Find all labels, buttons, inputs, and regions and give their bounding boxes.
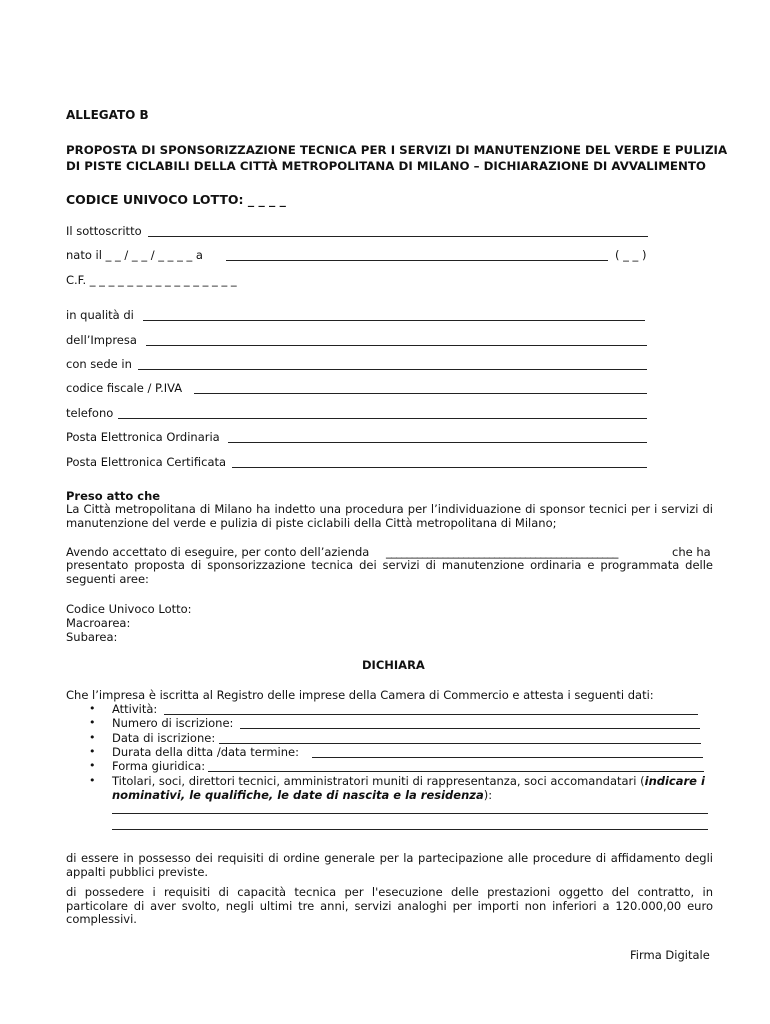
titolari-end: ):	[483, 788, 493, 802]
bullet-1: •	[89, 702, 96, 715]
qualita-label: in qualità di	[66, 308, 134, 322]
pec-certificata-field[interactable]	[232, 467, 647, 468]
pec-ordinaria-field[interactable]	[228, 442, 647, 443]
qualita-field[interactable]	[143, 320, 645, 321]
firma-digitale: Firma Digitale	[630, 948, 710, 962]
sede-label: con sede in	[66, 357, 132, 371]
codice-lotto-heading: CODICE UNIVOCO LOTTO: _ _ _ _	[66, 192, 286, 207]
bullet-6: •	[89, 774, 96, 787]
attivita-field[interactable]	[164, 714, 698, 715]
item-durata: Durata della ditta /data termine:	[112, 745, 299, 759]
dichiara-intro: Che l’impresa è iscritta al Registro delle imprese della Camera di Commercio e attesta i seguenti dati:	[66, 688, 654, 702]
numero-iscrizione-field[interactable]	[240, 728, 700, 729]
item-numero-iscrizione: Numero di iscrizione:	[112, 716, 234, 730]
item-forma-giuridica: Forma giuridica:	[112, 759, 206, 773]
bullet-3: •	[89, 731, 96, 744]
pec-ordinaria-label: Posta Elettronica Ordinaria	[66, 430, 220, 444]
pec-certificata-label: Posta Elettronica Certificata	[66, 455, 227, 469]
bullet-5: •	[89, 759, 96, 772]
impresa-field[interactable]	[146, 345, 647, 346]
requisiti-generali: di essere in possesso dei requisiti di ordine generale per la partecipazione alle procedure di affidamento degli appalti pubblici previste.	[66, 851, 713, 879]
preso-atto-heading: Preso atto che	[66, 489, 161, 503]
bullet-2: •	[89, 716, 96, 729]
preso-atto-text: La Città metropolitana di Milano ha indetto una procedura per l’individuazione di sponsor tecnici per i servizi di manutenzione del verde e pulizia di piste ciclabili della Città metropolitana di Milano;	[66, 502, 713, 530]
codice-fiscale-field[interactable]	[194, 393, 647, 394]
item-data-iscrizione: Data di iscrizione:	[112, 731, 216, 745]
titolari-emph: indicare i nominativi, le qualifiche, le date di nascita e la residenza	[112, 774, 705, 802]
item-titolari	[112, 774, 712, 802]
sottoscritto-field[interactable]	[148, 236, 648, 237]
data-iscrizione-field[interactable]	[219, 743, 701, 744]
impresa-label: dell’Impresa	[66, 333, 137, 347]
avendo-rest: presentato proposta di sponsorizzazione tecnica dei servizi di manutenzione ordinaria e programmata delle seguenti aree:	[66, 558, 713, 586]
azienda-field[interactable]: _____________________________________________	[386, 545, 618, 559]
dichiara-heading: DICHIARA	[362, 658, 425, 672]
codice-fiscale-label: codice fiscale / P.IVA	[66, 381, 183, 395]
requisiti-tecnici: di possedere i requisiti di capacità tecnica per l'esecuzione delle prestazioni oggetto del contratto, in particolare di aver svolto, negli ultimi tre anni, servizi analoghi per importi non inferiori a 120.000,00 euro complessivi.	[66, 885, 713, 927]
avendo-end: che ha	[672, 545, 711, 559]
nato-il-label: nato il _ _ / _ _ / _ _ _ _ a	[66, 248, 203, 262]
forma-giuridica-field[interactable]	[208, 771, 704, 772]
avendo-start: Avendo accettato di eseguire, per conto dell’azienda	[66, 545, 370, 559]
bullet-4: •	[89, 745, 96, 758]
luogo-nascita-field[interactable]	[226, 260, 608, 261]
codice-univoco-label: Codice Univoco Lotto:	[66, 602, 192, 616]
titolari-start: Titolari, soci, direttori tecnici, amministratori muniti di rappresentanza, soci accomandatari (	[112, 774, 645, 788]
subarea-label: Subarea:	[66, 630, 118, 644]
allegato-label: ALLEGATO B	[66, 108, 149, 122]
sede-field[interactable]	[138, 369, 647, 370]
telefono-field[interactable]	[118, 418, 647, 419]
titolari-field-2[interactable]	[112, 829, 708, 830]
title-line-1: PROPOSTA DI SPONSORIZZAZIONE TECNICA PER I SERVIZI DI MANUTENZIONE DEL VERDE E PULIZIA	[66, 143, 728, 157]
titolari-field-1[interactable]	[112, 813, 708, 814]
provincia-label: ( _ _ )	[615, 248, 647, 262]
title-line-2: DI PISTE CICLABILI DELLA CITTÀ METROPOLITANA DI MILANO – DICHIARAZIONE DI AVVALIMENTO	[66, 159, 706, 173]
item-attivita: Attività:	[112, 702, 158, 716]
sottoscritto-label: Il sottoscritto	[66, 224, 142, 238]
durata-field[interactable]	[312, 757, 703, 758]
telefono-label: telefono	[66, 406, 114, 420]
macroarea-label: Macroarea:	[66, 616, 131, 630]
cf-label: C.F. _ _ _ _ _ _ _ _ _ _ _ _ _ _ _ _	[66, 273, 237, 287]
